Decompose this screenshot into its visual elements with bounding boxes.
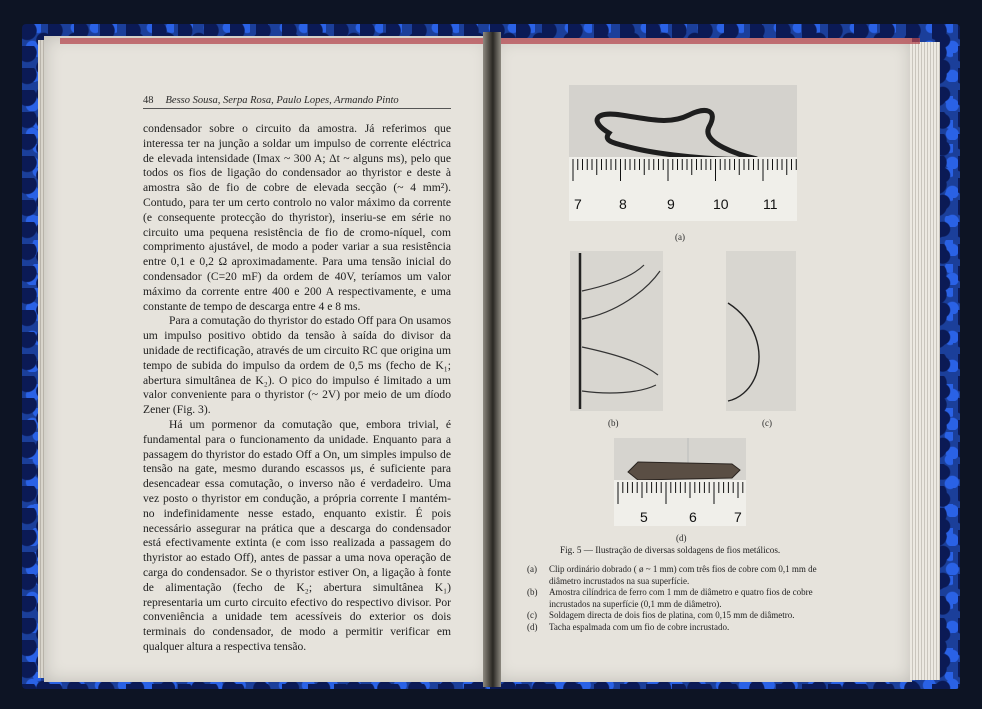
- running-head-authors: Besso Sousa, Serpa Rosa, Paulo Lopes, Armando Pinto: [165, 95, 399, 106]
- legend-tag: (b): [527, 587, 538, 597]
- legend-tag: (d): [527, 621, 538, 632]
- figure-caption: Fig. 5 — Ilustração de diversas soldagens de fios metálicos.: [560, 545, 781, 555]
- paragraph-2: Para a comutação do thyristor do estado Off para On usamos um impulso positivo obtido da tensão à saída do divisor da unidade de rectificação, através de um circuito RC que origina um tempo de subida do impulso da ordem de 0,5 ms (fecho de K₁; abertura simultânea de K₂). O pico do impulso é limitado a um valor conveniente para o thyristor (~ 2V) por meio de um díodo Zener (Fig. 3).: [143, 314, 451, 417]
- figure-d-photo: [614, 438, 746, 526]
- ruler-a-number-8: 8: [619, 196, 627, 212]
- copper-wire-1: [582, 265, 644, 291]
- paragraph-1: condensador sobre o circuito da amostra. Já referimos que interessa ter na junção a soldar um impulso de corrente eléctrica de elevada intensidade (Imax ~ 300 A; Δt ~ alguns ms), pelo que todos os fios de ligação do condensador ao thyristor e deste à amostra são de fio de cobre de elevada secção (~ 4 mm²). Contudo, para ter um certo controlo no valor máximo da corrente (e consequente protecção do thyristor), inseriu-se em série no circuito uma pequena resistência de fio de cromo-níquel, com comprimento ajustável, de modo a poder variar a sua resistência entre 0,1 e 0,2 Ω aproximadamente. Para uma tensão inicial do condensador (C=20 mF) da ordem de 40V, teríamos um valor máximo da corrente entre 400 e 200 A respectivamente, e uma constante de tempo de descarga entre 4 e 8 ms.: [143, 122, 451, 313]
- body-text: [143, 122, 451, 655]
- legend-text: Tacha espalmada com um fio de cobre incrustado.: [549, 621, 730, 632]
- ruler-d-number-6: 6: [689, 509, 697, 525]
- figure-b-label: (b): [608, 418, 619, 428]
- figure-legend: [527, 564, 847, 633]
- bent-clip-wire: [597, 111, 757, 160]
- copper-wire-2: [582, 271, 660, 319]
- legend-item-a: [527, 564, 847, 587]
- ruler-a-number-11: 11: [763, 196, 778, 212]
- platinum-wire-weld: [728, 303, 759, 401]
- legend-text: Clip ordinário dobrado ( ø ~ 1 mm) com três fios de cobre com 0,1 mm de diâmetro incrustados na sua superfície.: [549, 564, 817, 586]
- legend-tag: (c): [527, 610, 537, 620]
- ruler-d-number-5: 5: [640, 509, 648, 525]
- ruler-d-number-7: 7: [734, 509, 742, 525]
- copper-wire-3: [582, 347, 658, 375]
- figure-d-label: (d): [676, 533, 687, 543]
- figure-a-label: (a): [675, 232, 685, 242]
- copper-wire-4: [582, 385, 656, 393]
- right-page-edges: [910, 42, 940, 680]
- legend-item-d: [527, 622, 847, 634]
- running-header: [143, 95, 451, 109]
- ruler-a-number-7: 7: [574, 196, 582, 212]
- legend-text: Soldagem directa de dois fios de platina, com 0,15 mm de diâmetro.: [549, 610, 795, 620]
- ruler-a-number-9: 9: [667, 196, 675, 212]
- figure-c-label: (c): [762, 418, 772, 428]
- legend-item-c: [527, 610, 847, 622]
- page-number: 48: [143, 95, 154, 106]
- legend-item-b: [527, 587, 847, 610]
- book-gutter: [483, 32, 501, 687]
- flattened-tack: [628, 462, 740, 480]
- ruler-a-number-10: 10: [713, 196, 729, 212]
- figure-b-photo: [570, 251, 663, 411]
- figure-c-photo: [726, 251, 796, 411]
- legend-tag: (a): [527, 564, 537, 574]
- figure-a-photo: [569, 85, 797, 221]
- legend-text: Amostra cilíndrica de ferro com 1 mm de diâmetro e quatro fios de cobre incrustados na superfície (0,1 mm de diâmetro).: [549, 587, 813, 609]
- paragraph-3: Há um pormenor da comutação que, embora trivial, é fundamental para o funcionamento da unidade. Enquanto para a passagem do thyristor do estado Off a On, um simples impulso de tensão na gate, mesmo durando escassos μs, é suficiente para desencadear essa comutação, o inverso não é verdadeiro. Uma vez posto o thyristor em condução, a própria corrente I mantém-no indefinidamente nesse estado, enquanto existir. É pois necessário assegurar na prática que a descarga do condensador está efectivamente extinta (e com isso realizada a passagem do thyristor ao estado Off), antes de passar a uma nova operação de carga do condensador. Se o thyristor estiver On, a ligação à fonte de alimentação (fecho de K₂; abertura simultânea K₁) representaria um curto circuito efectivo do respectivo divisor. Por conveniência a unidade tem acessíveis do exterior os dois terminais do condensador, de modo a permitir verificar em qualquer altura a respectiva tensão.: [143, 417, 451, 653]
